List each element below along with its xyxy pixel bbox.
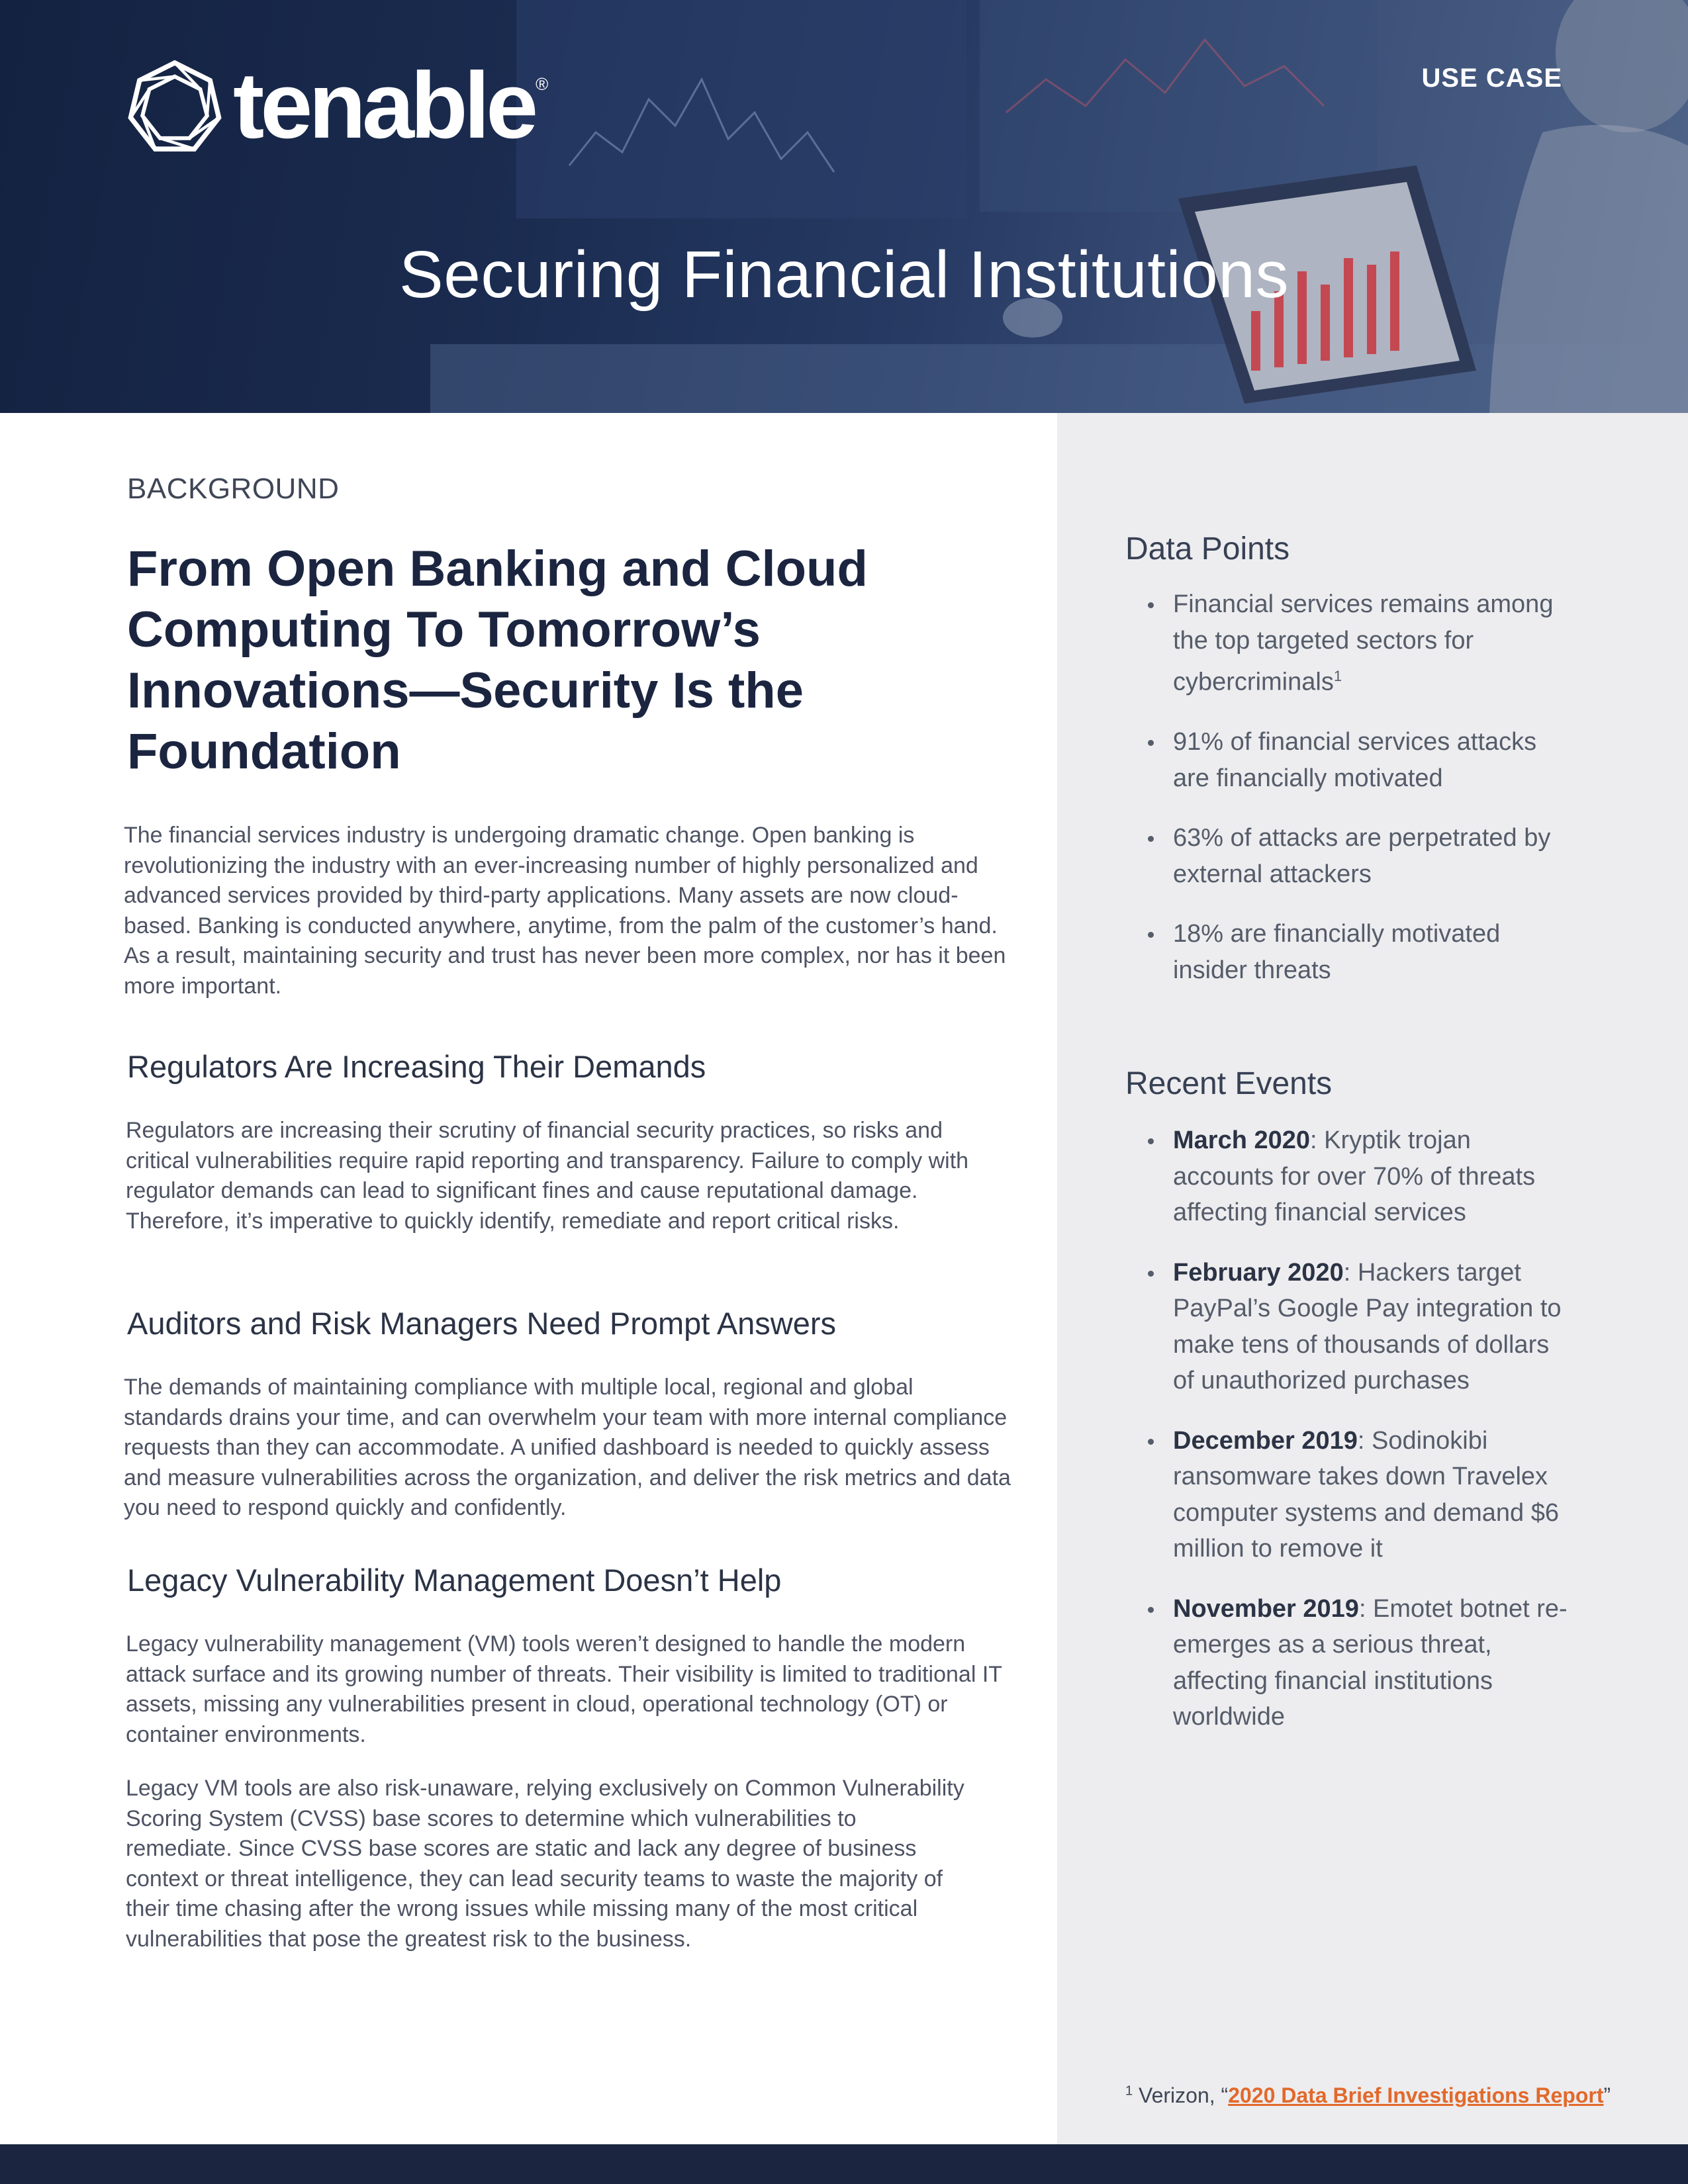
footnote-number: 1 bbox=[1125, 2083, 1133, 2099]
registered-mark: ® bbox=[536, 74, 549, 94]
legacy-vm-paragraph-1: Legacy vulnerability management (VM) tools weren’t designed to handle the modern attack surface and its growing number of threats. Their visibility is limited to traditional IT assets, missing any vulnerabilities present in cloud, operational technology (OT) or container environments. bbox=[126, 1631, 1002, 1747]
bullet-icon bbox=[1148, 1439, 1154, 1445]
header-banner bbox=[0, 0, 1688, 413]
regulators-heading: Regulators Are Increasing Their Demands bbox=[127, 1049, 706, 1084]
report-link[interactable]: 2020 Data Brief Investigations Report bbox=[1228, 2083, 1604, 2107]
list-item: 18% are financially motivated insider threats bbox=[1125, 916, 1575, 988]
list-item: December 2019: Sodinokibi ransomware takes down Travelex computer systems and demand $6 million to remove it bbox=[1125, 1423, 1575, 1567]
bullet-icon bbox=[1148, 1271, 1154, 1277]
list-item: November 2019: Emotet botnet re-emerges as a serious threat, affecting financial institutions worldwide bbox=[1125, 1591, 1575, 1735]
tenable-wordmark: tenable bbox=[233, 53, 535, 158]
recent-events-heading: Recent Events bbox=[1125, 1066, 1333, 1101]
event-date: February 2020 bbox=[1173, 1258, 1344, 1287]
footnote-ref: 1 bbox=[1333, 668, 1342, 684]
list-item: 63% of attacks are perpetrated by external attackers bbox=[1125, 820, 1575, 892]
bullet-icon bbox=[1148, 932, 1154, 938]
auditors-heading: Auditors and Risk Managers Need Prompt Answers bbox=[127, 1306, 837, 1341]
list-item: March 2020: Kryptik trojan accounts for over 70% of threats affecting financial services bbox=[1125, 1122, 1575, 1231]
bullet-icon bbox=[1148, 740, 1154, 746]
bullet-icon bbox=[1148, 602, 1154, 608]
legacy-vm-paragraph-2: Legacy VM tools are also risk-unaware, relying exclusively on Common Vulnerability Scoring System (CVSS) base scores to determine which vulnerabilities to remediate. Since CVSS base scores are static and lack any degree of business context or threat intelligence, they can lead security teams to waste the majority of their time chasing after the wrong issues while missing many of the most critical vulnerabilities that pose the greatest risk to the business. bbox=[126, 1776, 964, 1952]
event-date: November 2019 bbox=[1173, 1594, 1359, 1623]
footer-bar bbox=[0, 2144, 1688, 2184]
sidebar bbox=[1057, 413, 1688, 2144]
document-type-label: USE CASE bbox=[1421, 64, 1562, 93]
intro-paragraph: The financial services industry is undergoing dramatic change. Open banking is revolutionizing the industry with an ever-increasing number of highly personalized and advanced services provided by third-party applications. Many assets are now cloud-based. Banking is conducted anywhere, anytime, from the palm of the customer’s hand. As a result, maintaining security and trust has never been more complex, nor has it been more important. bbox=[124, 823, 1006, 999]
section-label: BACKGROUND bbox=[127, 473, 340, 505]
page-title: Securing Financial Institutions bbox=[399, 238, 1289, 312]
main-headline: From Open Banking and Cloud Computing To Tomorrow’s Innovations—Security Is the Foundation bbox=[127, 541, 868, 780]
footnote: $^1$ Verizon, “2020 Data Brief Investigations Report” bbox=[1125, 2083, 1611, 2107]
bullet-icon bbox=[1148, 1607, 1154, 1613]
tenable-logo-icon bbox=[126, 57, 224, 155]
list-item: 91% of financial services attacks are financially motivated bbox=[1125, 724, 1575, 796]
bullet-icon bbox=[1148, 836, 1154, 842]
list-item: February 2020: Hackers target PayPal’s Google Pay integration to make tens of thousands of dollars of unauthorized purchases bbox=[1125, 1255, 1575, 1399]
bullet-icon bbox=[1148, 1138, 1154, 1144]
auditors-paragraph: The demands of maintaining compliance with multiple local, regional and global standards drains your time, and can overwhelm your team with more internal compliance requests than they can accommodate. A unified dashboard is needed to quickly assess and measure vulnerabilities across the organization, and deliver the risk metrics and data you need to respond quickly and confidently. bbox=[124, 1375, 1011, 1520]
list-item: Financial services remains among the top targeted sectors for cybercriminals$^1$ bbox=[1125, 586, 1575, 700]
tenable-logo[interactable] bbox=[126, 53, 549, 158]
recent-events-list bbox=[1125, 1122, 1575, 1759]
data-points-list bbox=[1125, 586, 1575, 1012]
legacy-vm-heading: Legacy Vulnerability Management Doesn’t Help bbox=[127, 1563, 782, 1598]
regulators-paragraph: Regulators are increasing their scrutiny of financial security practices, so risks and critical vulnerabilities require rapid reporting and transparency. Failure to comply with regulator demands can lead to significant fines and cause reputational damage. Therefore, it’s imperative to quickly identify, remediate and report critical risks. bbox=[126, 1118, 969, 1234]
event-date: December 2019 bbox=[1173, 1426, 1358, 1455]
event-date: March 2020 bbox=[1173, 1126, 1311, 1154]
data-points-heading: Data Points bbox=[1125, 531, 1290, 567]
